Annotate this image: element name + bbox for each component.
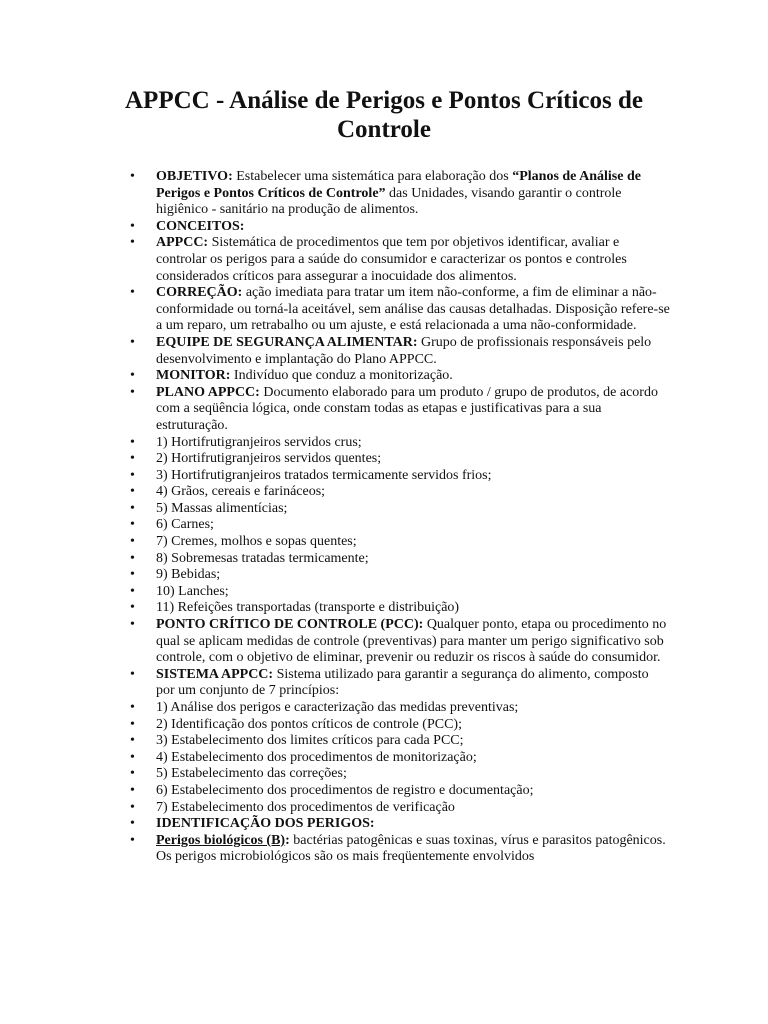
item-text: 10) Lanches; [156,583,229,599]
list-item-principle-1 [130,700,670,717]
list-item-perigos-biologicos [130,833,670,866]
item-text: Documento elaborado para um produto / grupo de produtos, de acordo com a seqüência lógica, onde constam todas as etapas e justificativas para a sua estruturação. [156,384,658,433]
item-text: 2) Identificação dos pontos críticos de controle (PCC); [156,716,462,732]
list-item-appcc [130,235,670,285]
list-item-principle-6 [130,783,670,800]
item-term-colon: : [285,832,290,848]
item-term: SISTEMA APPCC: [156,666,274,682]
list-item-principle-7 [130,800,670,817]
list-item-group-8 [130,551,670,568]
list-item-principle-2 [130,717,670,734]
list-item-pcc [130,617,670,667]
item-term: OBJETIVO: [156,169,233,184]
list-item-group-2 [130,451,670,468]
list-item-group-11 [130,600,670,617]
item-term-emphasis: “Planos de Análise de Perigos e Pontos Críticos de Controle” [156,169,641,201]
item-text: Sistemática de procedimentos que tem por objetivos identificar, avaliar e controlar os perigos para a saúde do consumidor e caracterizar os pontos e controles considerados críticos para assegurar a inocuidade dos alimentos. [156,235,627,284]
item-term: CONCEITOS: [156,218,245,234]
item-text: 5) Massas alimentícias; [156,500,288,516]
item-text: Indivíduo que conduz a monitorização. [230,368,453,384]
list-item-principle-4 [130,750,670,767]
item-term: PLANO APPCC: [156,384,260,400]
item-text: 4) Grãos, cereais e farináceos; [156,484,326,500]
list-item-conceitos [130,219,670,236]
list-item-group-10 [130,584,670,601]
item-term: PONTO CRÍTICO DE CONTROLE (PCC): [156,617,424,633]
item-text: Estabelecer uma sistemática para elaboração dos [232,169,513,184]
item-text: Qualquer ponto, etapa ou procedimento no qual se aplicam medidas de controle (preventivas) para manter um perigo significativo sob controle, com o objetivo de eliminar, prevenir ou reduzir os riscos à saúde do consumidor. [156,617,667,666]
list-item-principle-3 [130,733,670,750]
item-text: 7) Cremes, molhos e sopas quentes; [156,534,357,550]
item-term: MONITOR: [156,368,231,384]
item-text: 3) Estabelecimento dos limites críticos para cada PCC; [156,733,464,749]
item-text: 3) Hortifrutigranjeiros tratados termicamente servidos frios; [156,467,492,483]
list-item-group-7 [130,534,670,551]
item-text: 4) Estabelecimento dos procedimentos de monitorização; [156,749,477,765]
list-item-group-6 [130,517,670,534]
item-text: Grupo de profissionais responsáveis pelo desenvolvimento e implantação do Plano APPCC. [156,334,652,367]
list-item-group-4 [130,484,670,501]
list-item-plano-appcc [130,385,670,435]
item-term: APPCC: [156,235,209,251]
list-item-group-9 [130,567,670,584]
item-text: 11) Refeições transportadas (transporte e distribuição) [156,600,460,616]
list-item-group-1 [130,435,670,452]
list-item-monitor [130,368,670,385]
item-text: 7) Estabelecimento dos procedimentos de verificação [156,799,455,815]
list-item-objetivo [130,169,670,219]
item-text-continued: das Unidades, visando garantir o controle higiênico - sanitário na produção de alimentos. [156,185,622,218]
item-term: IDENTIFICAÇÃO DOS PERIGOS: [156,816,375,832]
item-text: bactérias patogênicas e suas toxinas, vírus e parasitos patogênicos. Os perigos microbiológicos são os mais freqüentemente envolvidos [156,832,666,865]
item-text: 9) Bebidas; [156,567,221,583]
item-text: 8) Sobremesas tratadas termicamente; [156,550,369,566]
list-item-sistema-appcc [130,667,670,700]
list-item-identificacao [130,816,670,833]
item-text: 6) Estabelecimento dos procedimentos de registro e documentação; [156,782,534,798]
item-text: 2) Hortifrutigranjeiros servidos quentes; [156,451,382,467]
item-text: 1) Análise dos perigos e caracterização das medidas preventivas; [156,700,519,715]
list-item-correcao [130,285,670,335]
item-text: ação imediata para tratar um item não-conforme, a fim de eliminar a não-conformidade ou torná-la aceitável, sem análise das causas detalhadas. Disposição refere-se a um reparo, um retrabalho ou um ajuste, e está relacionada a uma não-conformidade. [156,285,670,334]
list-item-equipe [130,335,670,368]
definitions-list [130,169,670,866]
list-item-group-5 [130,501,670,518]
item-text: 1) Hortifrutigranjeiros servidos crus; [156,434,362,450]
item-term: EQUIPE DE SEGURANÇA ALIMENTAR: [156,334,418,350]
item-text: Sistema utilizado para garantir a segurança do alimento, composto por um conjunto de 7 princípios: [156,666,649,699]
item-text: 6) Carnes; [156,517,214,533]
item-text: 5) Estabelecimento das correções; [156,766,347,782]
list-item-principle-5 [130,766,670,783]
page-title: APPCC - Análise de Perigos e Pontos Críticos de Controle [125,87,643,143]
list-item-group-3 [130,468,670,485]
item-term: Perigos biológicos (B) [156,832,286,848]
item-term: CORREÇÃO: [156,285,243,301]
